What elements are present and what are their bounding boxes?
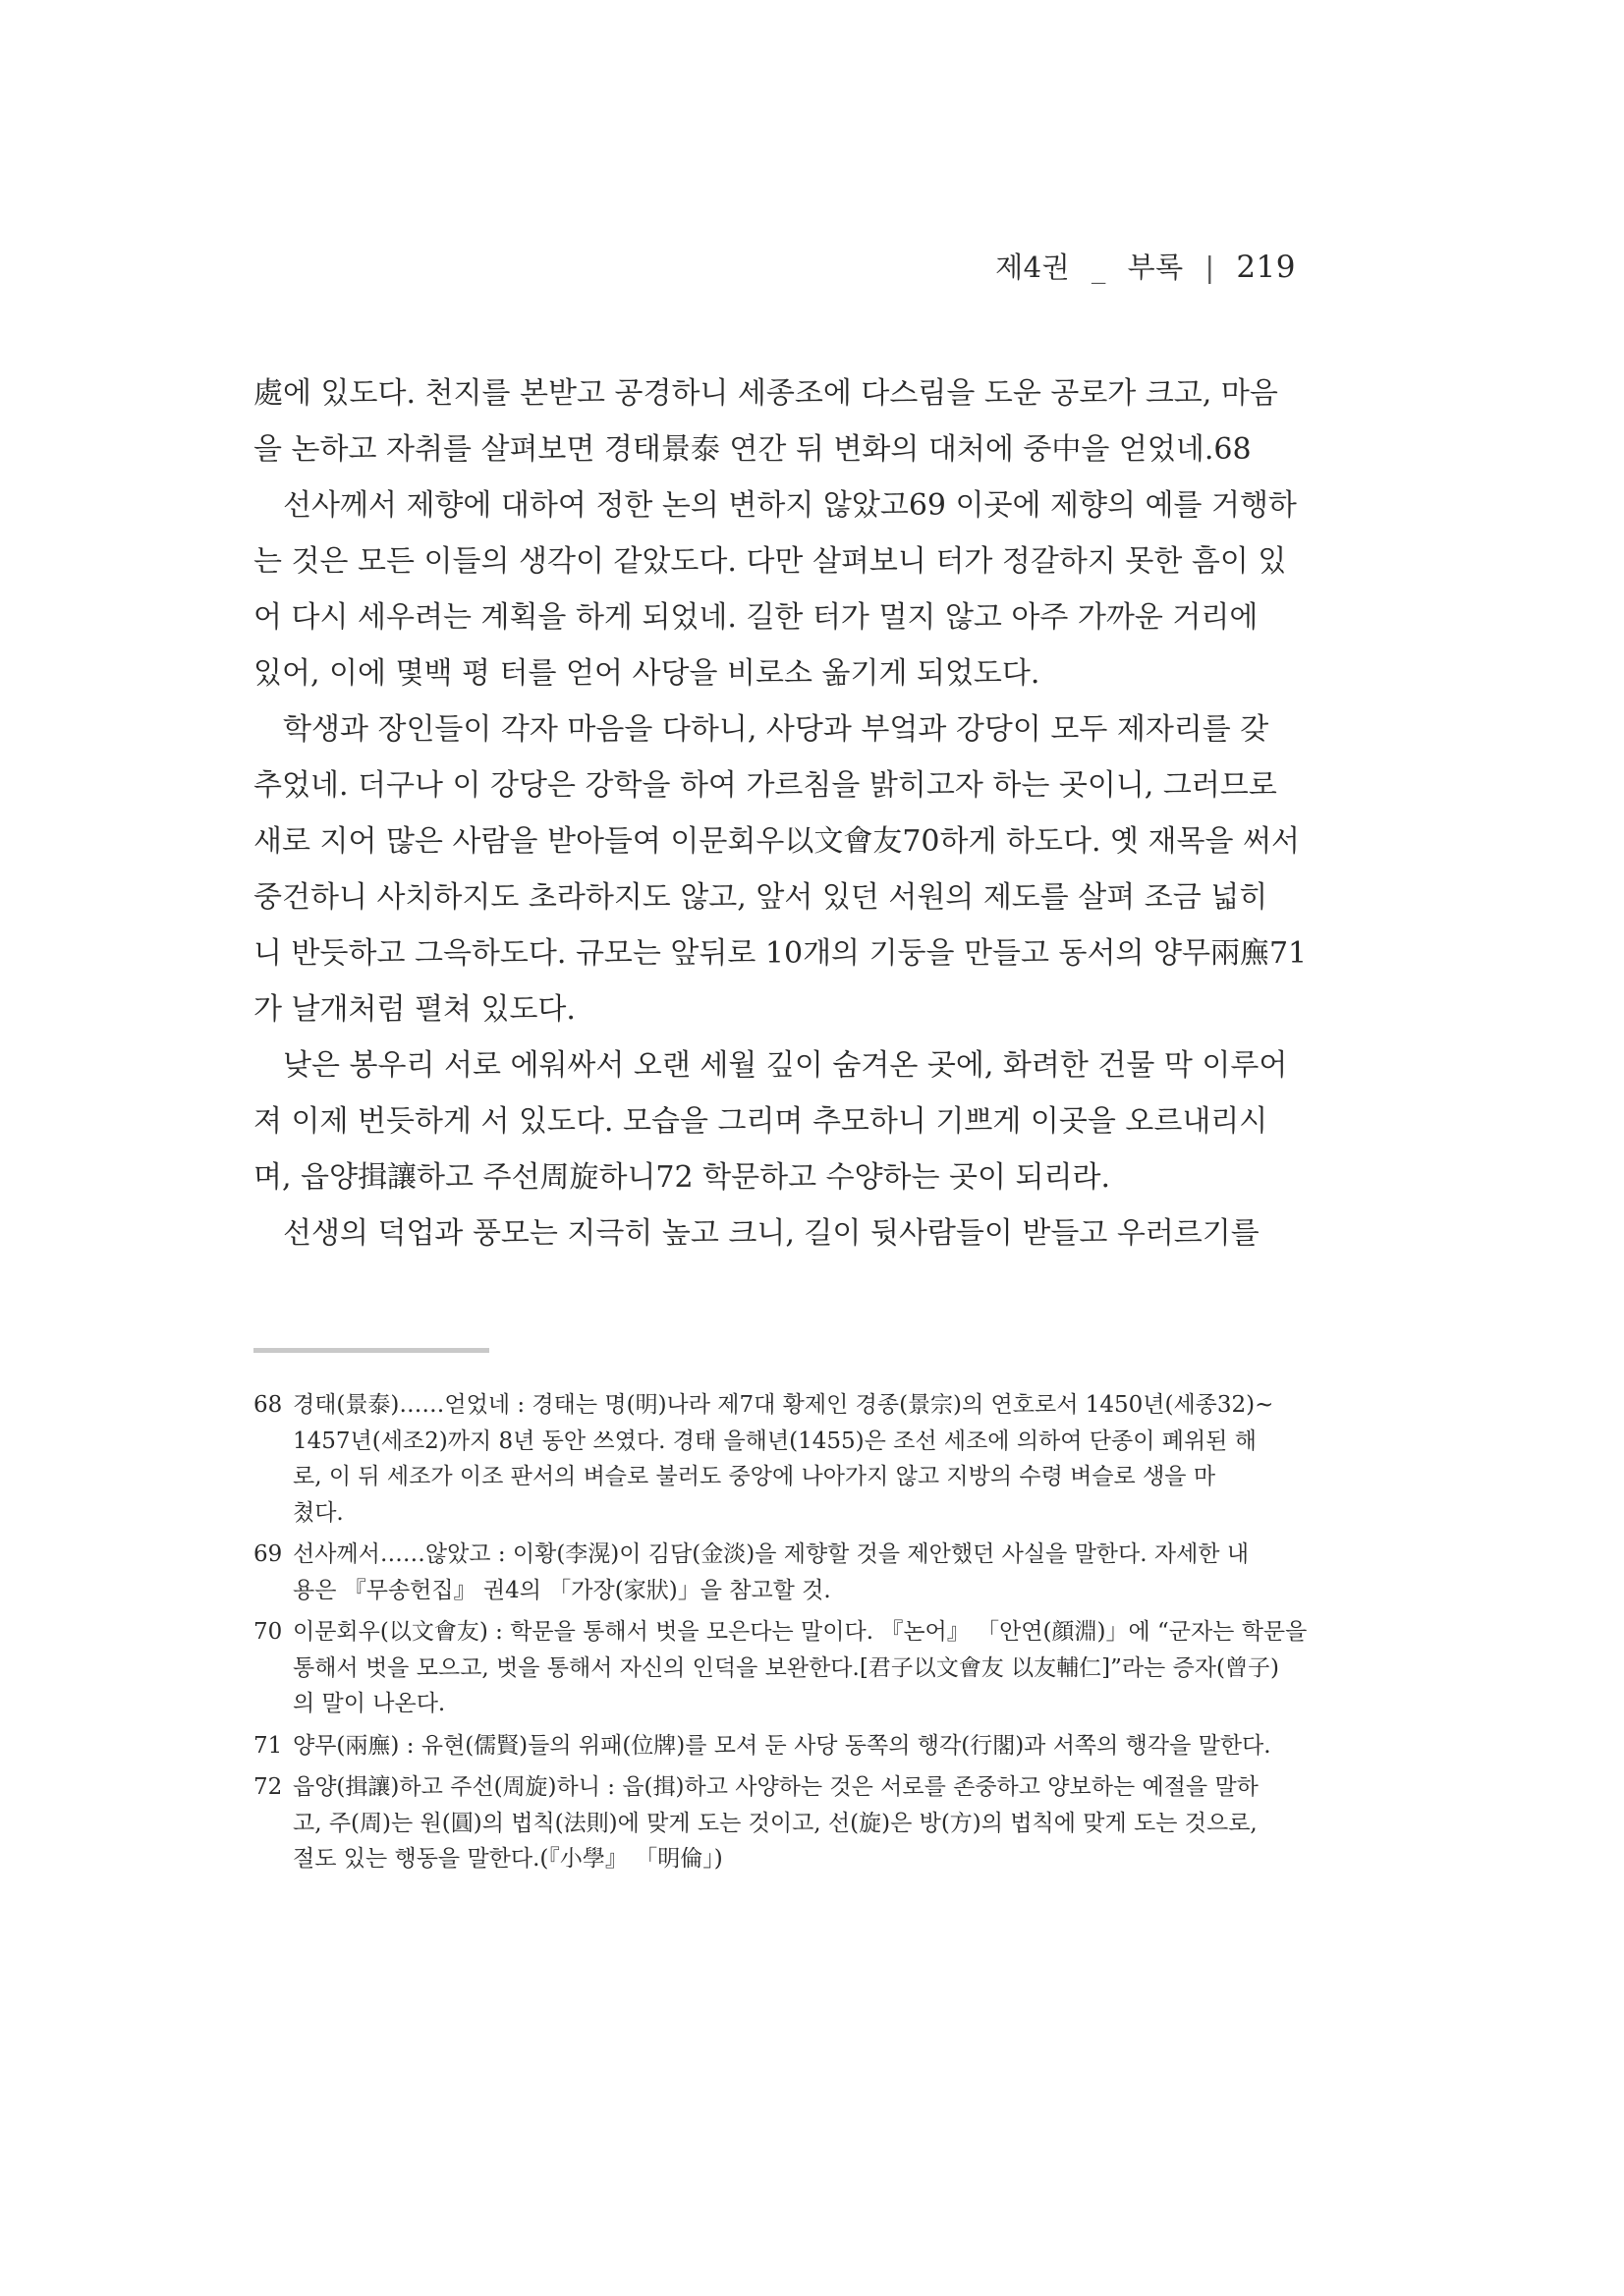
- footnote: [253, 1614, 1315, 1722]
- paragraph: [253, 365, 1315, 477]
- text-line: 선생의 덕업과 풍모는 지극히 높고 크니, 길이 뒷사람들이 받들고 우러르기를: [283, 1216, 1260, 1251]
- footnote: [253, 1387, 1315, 1531]
- text-line: 니 반듯하고 그윽하도다. 규모는 앞뒤로 10개의 기둥을 만들고 동서의 양무兩廡71: [253, 936, 1308, 971]
- footnote-line: 의 말이 나온다.: [293, 1691, 446, 1716]
- footnote-line: 고, 주(周)는 원(圓)의 법칙(法則)에 맞게 도는 것이고, 선(旋)은 방(方)의 법칙에 맞게 도는 것으로,: [293, 1810, 1258, 1836]
- footnotes: [253, 1387, 1315, 1883]
- running-header: [995, 246, 1296, 286]
- text-line: 어 다시 세우려는 계획을 하게 되었네. 길한 터가 멀지 않고 아주 가까운 거리에: [253, 600, 1259, 635]
- text-line: 을 논하고 자취를 살펴보면 경태景泰 연간 뒤 변화의 대처에 중中을 얻었네.68: [253, 432, 1252, 467]
- footnote-line: 선사께서……않았고 : 이황(李滉)이 김담(金淡)을 제향할 것을 제안했던 사실을 말한다. 자세한 내: [293, 1541, 1250, 1567]
- header-separator: _: [1091, 251, 1106, 284]
- footnote-number: 68: [253, 1392, 283, 1418]
- page-number: 219: [1236, 250, 1296, 285]
- text-line: 학생과 장인들이 각자 마음을 다하니, 사당과 부엌과 강당이 모두 제자리를 갖: [283, 712, 1269, 747]
- text-line: 져 이제 번듯하게 서 있도다. 모습을 그리며 추모하니 기쁘게 이곳을 오르내리시: [253, 1104, 1268, 1139]
- text-line: 處에 있도다. 천지를 본받고 공경하니 세종조에 다스림을 도운 공로가 크고, 마음: [253, 376, 1278, 411]
- header-divider: |: [1204, 251, 1215, 284]
- footnote-number: 71: [253, 1732, 283, 1759]
- text-line: 며, 읍양揖讓하고 주선周旋하니72 학문하고 수양하는 곳이 되리라.: [253, 1160, 1111, 1195]
- footnote-line: 읍양(揖讓)하고 주선(周旋)하니 : 읍(揖)하고 사양하는 것은 서로를 존중하고 양보하는 예절을 말하: [293, 1774, 1259, 1800]
- footnote-line: 쳤다.: [293, 1499, 344, 1526]
- footnote-number: 72: [253, 1774, 283, 1800]
- text-line: 추었네. 더구나 이 강당은 강학을 하여 가르침을 밝히고자 하는 곳이니, 그러므로: [253, 768, 1277, 803]
- paragraph: [253, 701, 1315, 1037]
- text-line: 새로 지어 많은 사람을 받아들여 이문회우以文會友70하게 하도다. 옛 재목을 써서: [253, 824, 1300, 859]
- footnote-number: 70: [253, 1619, 283, 1645]
- footnote-line: 로, 이 뒤 세조가 이조 판서의 벼슬로 불러도 중앙에 나아가지 않고 지방의 수령 벼슬로 생을 마: [293, 1464, 1216, 1489]
- footnote-line: 양무(兩廡) : 유현(儒賢)들의 위패(位牌)를 모셔 둔 사당 동쪽의 행각(行閣)과 서쪽의 행각을 말한다.: [293, 1732, 1271, 1759]
- footnote-line: 통해서 벗을 모으고, 벗을 통해서 자신의 인덕을 보완한다.[君子以文會友 以友輔仁]”라는 증자(曾子): [293, 1654, 1279, 1681]
- footnote: [253, 1728, 1315, 1764]
- text-line: 있어, 이에 몇백 평 터를 얻어 사당을 비로소 옮기게 되었도다.: [253, 656, 1040, 691]
- footnote: [253, 1769, 1315, 1877]
- footnote-line: 1457년(세조2)까지 8년 동안 쓰였다. 경태 을해년(1455)은 조선 세조에 의하여 단종이 폐위된 해: [293, 1428, 1257, 1454]
- header-section: 제4권: [995, 251, 1071, 284]
- text-line: 는 것은 모든 이들의 생각이 같았도다. 다만 살펴보니 터가 정갈하지 못한 흠이 있: [253, 544, 1287, 579]
- footnote-line: 이문회우(以文會友) : 학문을 통해서 벗을 모은다는 말이다. 『논어』 「안연(顔淵)」에 “군자는 학문을: [293, 1619, 1308, 1645]
- text-line: 중건하니 사치하지도 초라하지도 않고, 앞서 있던 서원의 제도를 살펴 조금 넓히: [253, 880, 1268, 915]
- paragraph: [253, 1205, 1315, 1261]
- text-line: 낮은 봉우리 서로 에워싸서 오랜 세월 깊이 숨겨온 곳에, 화려한 건물 막 이루어: [283, 1048, 1288, 1083]
- text-line: 선사께서 제향에 대하여 정한 논의 변하지 않았고69 이곳에 제향의 예를 거행하: [283, 488, 1297, 523]
- body-text: [253, 365, 1315, 1261]
- paragraph: [253, 1037, 1315, 1205]
- footnote-number: 69: [253, 1541, 283, 1567]
- footnote-line: 용은 『무송헌집』 권4의 「가장(家狀)」을 참고할 것.: [293, 1577, 831, 1603]
- footnote-divider: [253, 1348, 489, 1353]
- footnote-line: 절도 있는 행동을 말한다.(『小學』 「明倫」): [293, 1846, 723, 1872]
- paragraph: [253, 477, 1315, 701]
- footnote-line: 경태(景泰)……얻었네 : 경태는 명(明)나라 제7대 황제인 경종(景宗)의 연호로서 1450년(세종32)~: [293, 1392, 1274, 1418]
- footnote: [253, 1537, 1315, 1608]
- text-line: 가 날개처럼 펼쳐 있도다.: [253, 992, 576, 1027]
- header-part: 부록: [1127, 251, 1184, 284]
